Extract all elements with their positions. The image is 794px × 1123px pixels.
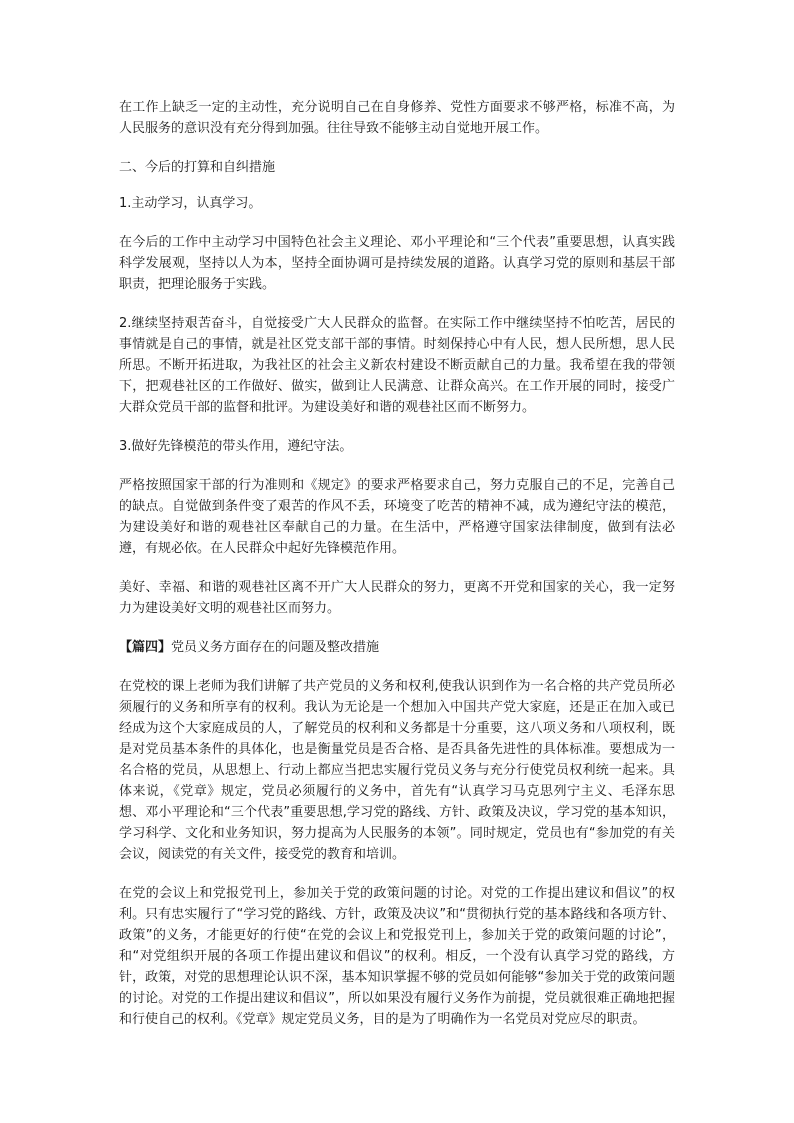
item-3-body: 严格按照国家干部的行为准则和《规定》的要求严格要求自己，努力克服自己的不足，完善自己的缺点。自觉做到条件变了艰苦的作风不丢，环境变了吃苦的精神不减，成为遵纪守法的模范，为建设美好和谐的观巷社区奉献自己的力量。在生活中，严格遵守国家法律制度，做到有法必遵，有规必依。在人民群众中起好先锋模范作用。 [119,478,675,556]
document-page [119,97,675,1030]
chapter-4-paragraph-1: 在党校的课上老师为我们讲解了共产党员的义务和权利,使我认识到作为一名合格的共产党员所必须履行的义务和所享有的权利。我认为无论是一个想加入中国共产党大家庭，还是正在加入或已经成为这个大家庭成员的人，了解党员的权利和义务都是十分重要，这八项义务和八项权利，既是对党员基本条件的具体化，也是衡量党员是否合格、是否具备先进性的具体标准。要想成为一名合格的党员，从思想上、行动上都应当把忠实履行党员义务与充分行使党员权利统一起来。具体来说，《党章》规定，党员必须履行的义务中，首先有“认真学习马克思列宁主义、毛泽东思想、邓小平理论和“三个代表”重要思想,学习党的路线、方针、政策及决议，学习党的基本知识，学习科学、文化和业务知识，努力提高为人民服务的本领”。同时规定，党员也有“参加党的有关会议，阅读党的有关文件，接受党的教育和培训。 [119,679,675,862]
item-2-body: 2.继续坚持艰苦奋斗，自觉接受广大人民群众的监督。在实际工作中继续坚持不怕吃苦，居民的事情就是自己的事情，就是社区党支部干部的事情。时刻保持心中有人民，想人民所想，思人民所思。不断开拓进取，为我社区的社会主义新农村建设不断贡献自己的力量。我希望在我的带领下，把观巷社区的工作做好、做实，做到让人民满意、让群众高兴。在工作开展的同时，接受广大群众党员干部的监督和批评。为建设美好和谐的观巷社区而不断努力。 [119,316,675,415]
item-1-body: 在今后的工作中主动学习中国特色社会主义理论、邓小平理论和“三个代表”重要思想，认真实践科学发展观，坚持以人为本，坚持全面协调可是持续发展的道路。认真学习党的原则和基层干部职责，把理论服务于实践。 [119,235,675,292]
closing-paragraph: 美好、幸福、和谐的观巷社区离不开广大人民群众的努力，更离不开党和国家的关心，我一定努力为建设美好文明的观巷社区而努力。 [119,580,675,616]
chapter-title: 党员义务方面存在的问题及整改措施 [171,640,380,655]
intro-paragraph: 在工作上缺乏一定的主动性，充分说明自己在自身修养、党性方面要求不够严格，标准不高，为人民服务的意识没有充分得到加强。往往导致不能够主动自觉地开展工作。 [119,100,675,136]
chapter-heading [119,637,675,658]
item-1-title: 1.主动学习，认真学习。 [119,196,262,211]
chapter-4-paragraph-2: 在党的会议上和党报党刊上，参加关于党的政策问题的讨论。对党的工作提出建议和倡议”的权利。只有忠实履行了“学习党的路线、方针，政策及决议”和“贯彻执行党的基本路线和各项方针、政策”的义务，才能更好的行使“在党的会议上和党报党刊上，参加关于党的政策问题的讨论”，和“对党组织开展的各项工作提出建议和倡议”的权利。相反，一个没有认真学习党的路线，方针，政策，对党的思想理论认识不深，基本知识掌握不够的党员如何能够“参加关于党的政策问题的讨论。对党的工作提出建议和倡议”，所以如果没有履行义务作为前提，党员就很难正确地把握和行使自己的权利。《党章》规定党员义务，目的是为了明确作为一名党员对党应尽的职责。 [119,886,675,1027]
item-3-title: 3.做好先锋模范的带头作用，遵纪守法。 [119,439,353,454]
chapter-marker: 【篇四】 [119,640,172,655]
section-heading: 二、今后的打算和自纠措施 [119,160,276,175]
